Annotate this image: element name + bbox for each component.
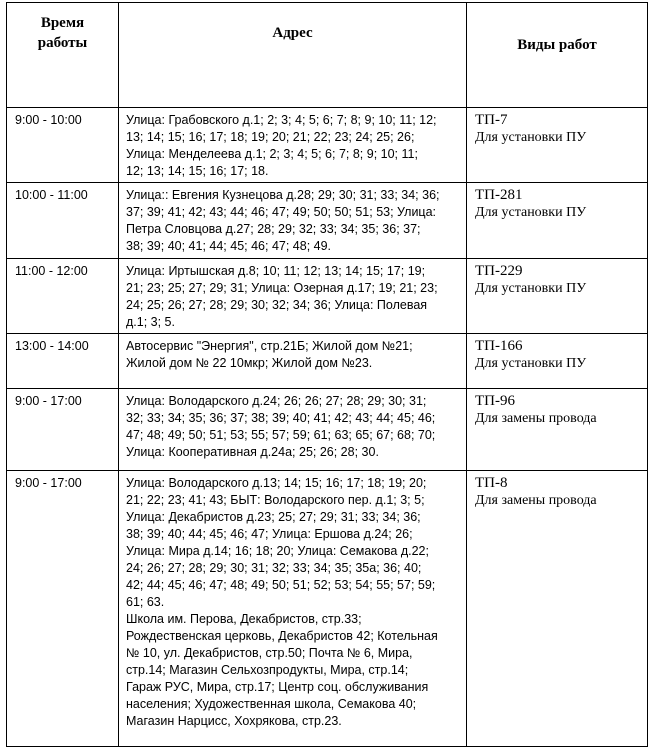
- header-work-type: Виды работ: [467, 3, 648, 108]
- time-cell: 9:00 - 10:00: [7, 108, 119, 183]
- work-description: Для замены провода: [475, 493, 597, 508]
- address-cell: Улица: Володарского д.13; 14; 15; 16; 17; 18; 19; 20; 21; 22; 23; 41; 43; БЫТ: Володарского пер. д.1; 3; 5; Улица: Декабристов д.23; 25; 27; 29; 31; 33; 34; 36; 38; 39; 40; 44; 45; 46; 47; Улица: Ершова д.24; 26; Улица: Мира д.14; 16; 18; 20; Улица: Семакова д.22; 24; 26; 27; 28; 29; 30; 31; 32; 33; 34; 35; 35а; 36; 40; 42; 44; 45; 46; 47; 48; 49; 50; 51; 52; 53; 54; 55; 57; 59; 61; 63. Школа им. Перова, Декабристов, стр.33; Рождественская церковь, Декабристов 42; Котельная № 10, ул. Декабристов, стр.50; Почта № 6, Мира, стр.14; Магазин Сельхозпродукты, Мира, стр.14; Гараж РУС, Мира, стр.17; Центр соц. обслуживания населения; Художественная школа, Семакова 40; Магазин Нарцисс, Хохрякова, стр.23.: [119, 471, 467, 747]
- work-type-cell: [467, 259, 648, 334]
- work-type-cell: [467, 108, 648, 183]
- time-cell: 13:00 - 14:00: [7, 334, 119, 389]
- work-type-cell: [467, 183, 648, 259]
- table-row: [7, 183, 648, 259]
- work-description: Для установки ПУ: [475, 130, 587, 145]
- address-cell: Улица: Иртышская д.8; 10; 11; 12; 13; 14; 15; 17; 19; 21; 23; 25; 27; 29; 31; Улица: Озерная д.17; 19; 21; 23; 24; 25; 26; 27; 28; 29; 30; 32; 34; 36; Улица: Полевая д.1; 3; 5.: [119, 259, 467, 334]
- header-address: Адрес: [119, 3, 467, 108]
- work-description: Для установки ПУ: [475, 281, 587, 296]
- table-row: [7, 389, 648, 471]
- substation-label: ТП-8: [475, 475, 508, 491]
- header-time-line1: Время: [40, 15, 85, 31]
- substation-label: ТП-281: [475, 187, 523, 203]
- header-time-line2: работы: [37, 35, 88, 51]
- table-header-row: [7, 3, 648, 108]
- substation-label: ТП-7: [475, 112, 508, 128]
- substation-label: ТП-166: [475, 338, 523, 354]
- time-cell: 9:00 - 17:00: [7, 389, 119, 471]
- address-cell: Улица: Володарского д.24; 26; 26; 27; 28; 29; 30; 31; 32; 33; 34; 35; 36; 37; 38; 39; 40; 41; 42; 43; 44; 45; 46; 47; 48; 49; 50; 51; 53; 55; 57; 59; 61; 63; 65; 67; 68; 70; Улица: Кооперативная д.24а; 25; 26; 28; 30.: [119, 389, 467, 471]
- address-cell: Улица:: Евгения Кузнецова д.28; 29; 30; 31; 33; 34; 36; 37; 39; 41; 42; 43; 44; 46; 47; 49; 50; 50; 51; 53; Улица: Петра Словцова д.27; 28; 29; 32; 33; 34; 35; 36; 37; 38; 39; 40; 41; 44; 45; 46; 47; 48; 49.: [119, 183, 467, 259]
- work-description: Для установки ПУ: [475, 356, 587, 371]
- schedule-table: [6, 2, 648, 747]
- address-cell: Улица: Грабовского д.1; 2; 3; 4; 5; 6; 7; 8; 9; 10; 11; 12; 13; 14; 15; 16; 17; 18; 19; 20; 21; 22; 23; 24; 25; 26; Улица: Менделеева д.1; 2; 3; 4; 5; 6; 7; 8; 9; 10; 11; 12; 13; 14; 15; 16; 17; 18.: [119, 108, 467, 183]
- table-row: [7, 259, 648, 334]
- time-cell: 11:00 - 12:00: [7, 259, 119, 334]
- table-row: [7, 471, 648, 747]
- work-type-cell: [467, 389, 648, 471]
- address-cell: Автосервис "Энергия", стр.21Б; Жилой дом №21; Жилой дом № 22 10мкр; Жилой дом №23.: [119, 334, 467, 389]
- substation-label: ТП-96: [475, 393, 515, 409]
- substation-label: ТП-229: [475, 263, 523, 279]
- work-type-cell: [467, 334, 648, 389]
- time-cell: 10:00 - 11:00: [7, 183, 119, 259]
- header-time: [7, 3, 119, 108]
- table-row: [7, 108, 648, 183]
- time-cell: 9:00 - 17:00: [7, 471, 119, 747]
- work-type-cell: [467, 471, 648, 747]
- work-description: Для замены провода: [475, 411, 597, 426]
- table-row: [7, 334, 648, 389]
- work-description: Для установки ПУ: [475, 205, 587, 220]
